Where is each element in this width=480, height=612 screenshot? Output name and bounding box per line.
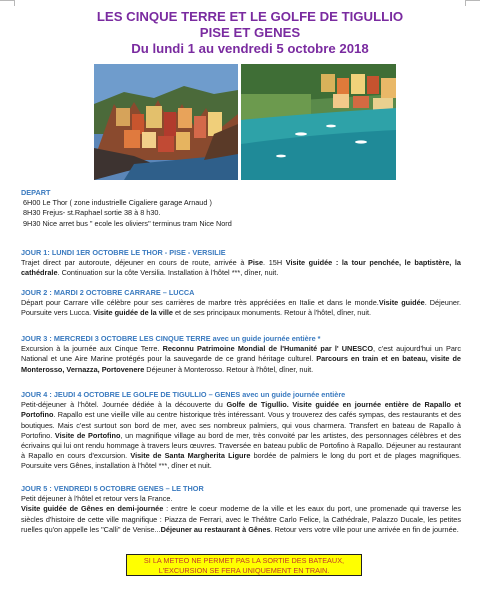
day-1-section: [21, 248, 461, 279]
weather-notice-line: L'EXCURSION SE FERA UNIQUEMENT EN TRAIN.: [158, 566, 330, 575]
day-1-text: Trajet direct par autoroute, déjeuner en cours de route, arrivée à Pise. 15H Visite guidée : la tour penchée, le baptistère, la cathédrale. Continuation sur la côte Versilia. Installation à l'hôtel ***, dîner, nuit.: [21, 258, 461, 278]
departure-heading: DEPART: [21, 188, 51, 197]
day-2-section: [21, 288, 461, 319]
day-4-heading: JOUR 4 : JEUDI 4 OCTOBRE LE GOLFE DE TIGULLIO – GENES avec un guide journée entière: [21, 390, 346, 399]
day-2-text: Départ pour Carrare ville célèbre pour ses carrières de marbre très appréciées en Italie et dans le monde.Visite guidée. Déjeuner. Poursuite vers Lucca. Visite guidée de la ville et de ses principaux monuments. Retour à l'hôtel, dîner, nuit.: [21, 298, 461, 318]
departure-line: 6H00 Le Thor ( zone industrielle Cigaliere garage Arnaud ): [23, 198, 212, 208]
day-1-heading: JOUR 1: LUNDI 1ER OCTOBRE LE THOR - PISE - VERSILIE: [21, 248, 226, 257]
day-3-heading: JOUR 3 : MERCREDI 3 OCTOBRE LES CINQUE TERRE avec un guide journée entière *: [21, 334, 321, 343]
document-header: [70, 9, 430, 57]
weather-notice: [126, 554, 362, 576]
departure-section: [21, 188, 461, 229]
page-corner-mark-right: [465, 0, 480, 6]
document-subtitle: PISE ET GENES: [199, 25, 301, 40]
day-5-heading: JOUR 5 : VENDREDI 5 OCTOBRE GENES – LE THOR: [21, 484, 204, 493]
day-2-heading: JOUR 2 : MARDI 2 OCTOBRE CARRARE – LUCCA: [21, 288, 195, 297]
cinque-terre-photo: [94, 64, 238, 180]
document-title: LES CINQUE TERRE ET LE GOLFE DE TIGULLIO: [96, 9, 404, 24]
departure-line: 9H30 Nice arret bus " ecole les oliviers" terminus tram Nice Nord: [23, 218, 232, 228]
departure-line: 8H30 Frejus- st.Raphael sortie 38 à 8 h30.: [23, 208, 161, 218]
day-4-section: [21, 390, 461, 472]
page-corner-mark-left: [0, 0, 15, 6]
day-5-section: [21, 484, 461, 535]
trip-dates: Du lundi 1 au vendredi 5 octobre 2018: [131, 41, 369, 56]
portofino-photo: [241, 64, 396, 180]
day-3-section: [21, 334, 461, 375]
day-4-text: Petit-déjeuner à l'hôtel. Journée dédiée à la découverte du Golfe de Tigullio. Visite guidée en journée entière de Rapallo et Portofino. Rapallo est une vieille ville au centre historique très intéressant. Vous y trouverez des cafés sympas, des restaurants et des boutiques. Mais c'est surtout son bord de mer, avec ses nombreux palmiers, qui vous charmera. Transfert en bateau de Rapallo à Portofino. Visite de Portofino, un magnifique village au bord de mer, très convoité par les artistes, des personnages célèbres et des écrivains qui lui ont rendu hommage à travers leurs œuvres. Traversée en bateau public de Portofino à Rapallo. Déjeuner au restaurant à Rapallo en cours d'excursion. Visite de Santa Margherita Ligure bordée de palmiers le long du port et de plages magnifiques. Poursuite vers Gênes, installation à l'hôtel ***, dîner et nuit.: [21, 400, 462, 471]
day-3-text: Excursion à la journée aux Cinque Terre. Reconnu Patrimoine Mondial de l'Humanité par l' UNESCO, c'est aujourd'hui un Parc National et une Aire Marine protégés pour la sauvegarde de ce grand héritage culturel. Parcours en train et en bateau, visite de Monterosso, Vernazza, Portovenere Déjeuner à Monterosso. Retour à l'hôtel, dîner, nuit.: [21, 344, 461, 374]
day-5-text: Petit déjeuner à l'hôtel et retour vers la France. Visite guidée de Gênes en demi-journée : entre le coeur moderne de la ville et les eaux du port, une promenade qui traverse les siècles d'histoire de cette ville magnifique : Piazza de Ferrari, avec le Théâtre Carlo Felice, la Cathédrale, Palazzo Ducale, les petites ruelles qu'on appelle les "Calli" de Venise...Déjeuner au restaurant à Gênes. Retour vers votre ville pour une arrivée en fin de journée.: [21, 494, 461, 534]
weather-notice-line: SI LA METEO NE PERMET PAS LA SORTIE DES BATEAUX,: [143, 556, 345, 565]
